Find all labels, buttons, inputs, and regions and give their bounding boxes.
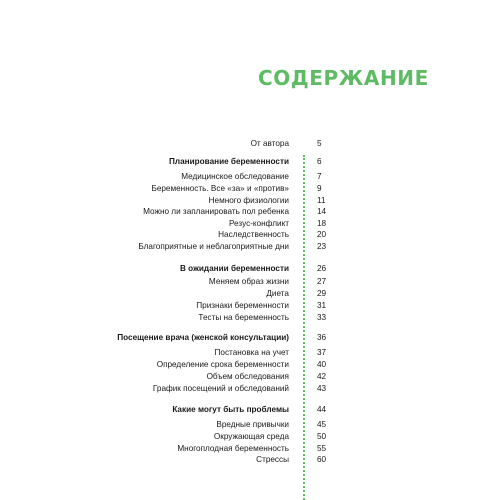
toc-page-number: 40 (317, 360, 327, 369)
toc-entry (0, 172, 500, 182)
toc-entry-title: Меняем образ жизни (208, 277, 289, 286)
toc-entry (0, 289, 500, 299)
toc-entry (0, 184, 500, 194)
toc-entry (0, 219, 500, 229)
toc-page-number: 36 (317, 333, 327, 342)
toc-section-heading (0, 157, 500, 167)
toc-page-number: 11 (317, 196, 326, 205)
toc-page-number: 60 (317, 455, 327, 464)
toc-page-number: 43 (317, 384, 327, 393)
toc-entry (0, 230, 500, 240)
toc-entry-title: От автора (250, 139, 289, 148)
toc-page-number: 18 (317, 219, 327, 228)
toc-entry (0, 207, 500, 217)
toc-page-number: 55 (317, 444, 327, 453)
toc-page-number: 23 (317, 242, 327, 251)
toc-page-number: 44 (317, 405, 327, 414)
toc-entry (0, 242, 500, 252)
toc-section-heading (0, 264, 500, 274)
toc-entry (0, 384, 500, 394)
page-title: СОДЕРЖАНИЕ (258, 66, 429, 90)
toc-entry-title: Медицинское обследование (181, 172, 289, 181)
toc-entry (0, 313, 500, 323)
toc-entry-title: Беременность. Все «за» и «против» (151, 184, 289, 193)
toc-page-number: 37 (317, 348, 327, 357)
toc-page-number: 45 (317, 420, 327, 429)
toc-entry (0, 139, 500, 149)
toc-page-number: 7 (317, 172, 322, 181)
toc-entry-title: Постановка на учет (214, 348, 289, 357)
toc-entry (0, 432, 500, 442)
toc-entry (0, 348, 500, 358)
toc-entry-title: Немного физиологии (208, 196, 289, 205)
toc-page-number: 29 (317, 289, 327, 298)
toc-page-number: 20 (317, 230, 327, 239)
toc-section-heading (0, 333, 500, 343)
toc-page-number: 31 (317, 301, 327, 310)
toc-entry-title: Признаки беременности (196, 301, 289, 310)
toc-entry (0, 196, 500, 206)
toc-page-number: 27 (317, 277, 327, 286)
toc-page-number: 33 (317, 313, 327, 322)
toc-entry-title: Диета (266, 289, 289, 298)
toc-entry (0, 420, 500, 430)
toc-entry (0, 360, 500, 370)
toc-entry-title: График посещений и обследований (152, 384, 289, 393)
toc-entry-title: Можно ли запланировать пол ребенка (143, 207, 289, 216)
toc-entry-title: Какие могут быть проблемы (172, 405, 289, 414)
toc-entry-title: В ожидании беременности (179, 264, 289, 273)
toc-entry-title: Объем обследования (206, 372, 289, 381)
toc-entry-title: Благоприятные и неблагоприятные дни (138, 242, 289, 251)
toc-page-number: 42 (317, 372, 327, 381)
toc-entry (0, 277, 500, 287)
toc-page-number: 5 (317, 139, 322, 148)
toc-entry-title: Посещение врача (женской консультации) (117, 333, 289, 342)
toc-entry-title: Наследственность (218, 230, 289, 239)
toc-entry-title: Окружающая среда (213, 432, 289, 441)
toc-page-number: 50 (317, 432, 327, 441)
toc-entry (0, 444, 500, 454)
toc-page-number: 14 (317, 207, 327, 216)
toc-entry-title: Резус-конфликт (228, 219, 289, 228)
toc-page-number: 9 (317, 184, 322, 193)
toc-entry (0, 455, 500, 465)
toc-entry (0, 301, 500, 311)
toc-entry-title: Вредные привычки (216, 420, 289, 429)
toc-entry-title: Определение срока беременности (156, 360, 289, 369)
toc-entry-title: Многоплодная беременность (177, 444, 289, 453)
toc-section-heading (0, 405, 500, 415)
toc-entry-title: Планирование беременности (169, 157, 289, 166)
toc-entry (0, 372, 500, 382)
toc-entry-title: Тесты на беременность (198, 313, 289, 322)
toc-page-number: 26 (317, 264, 327, 273)
toc-page-number: 6 (317, 157, 322, 166)
toc-entry-title: Стрессы (256, 455, 289, 464)
